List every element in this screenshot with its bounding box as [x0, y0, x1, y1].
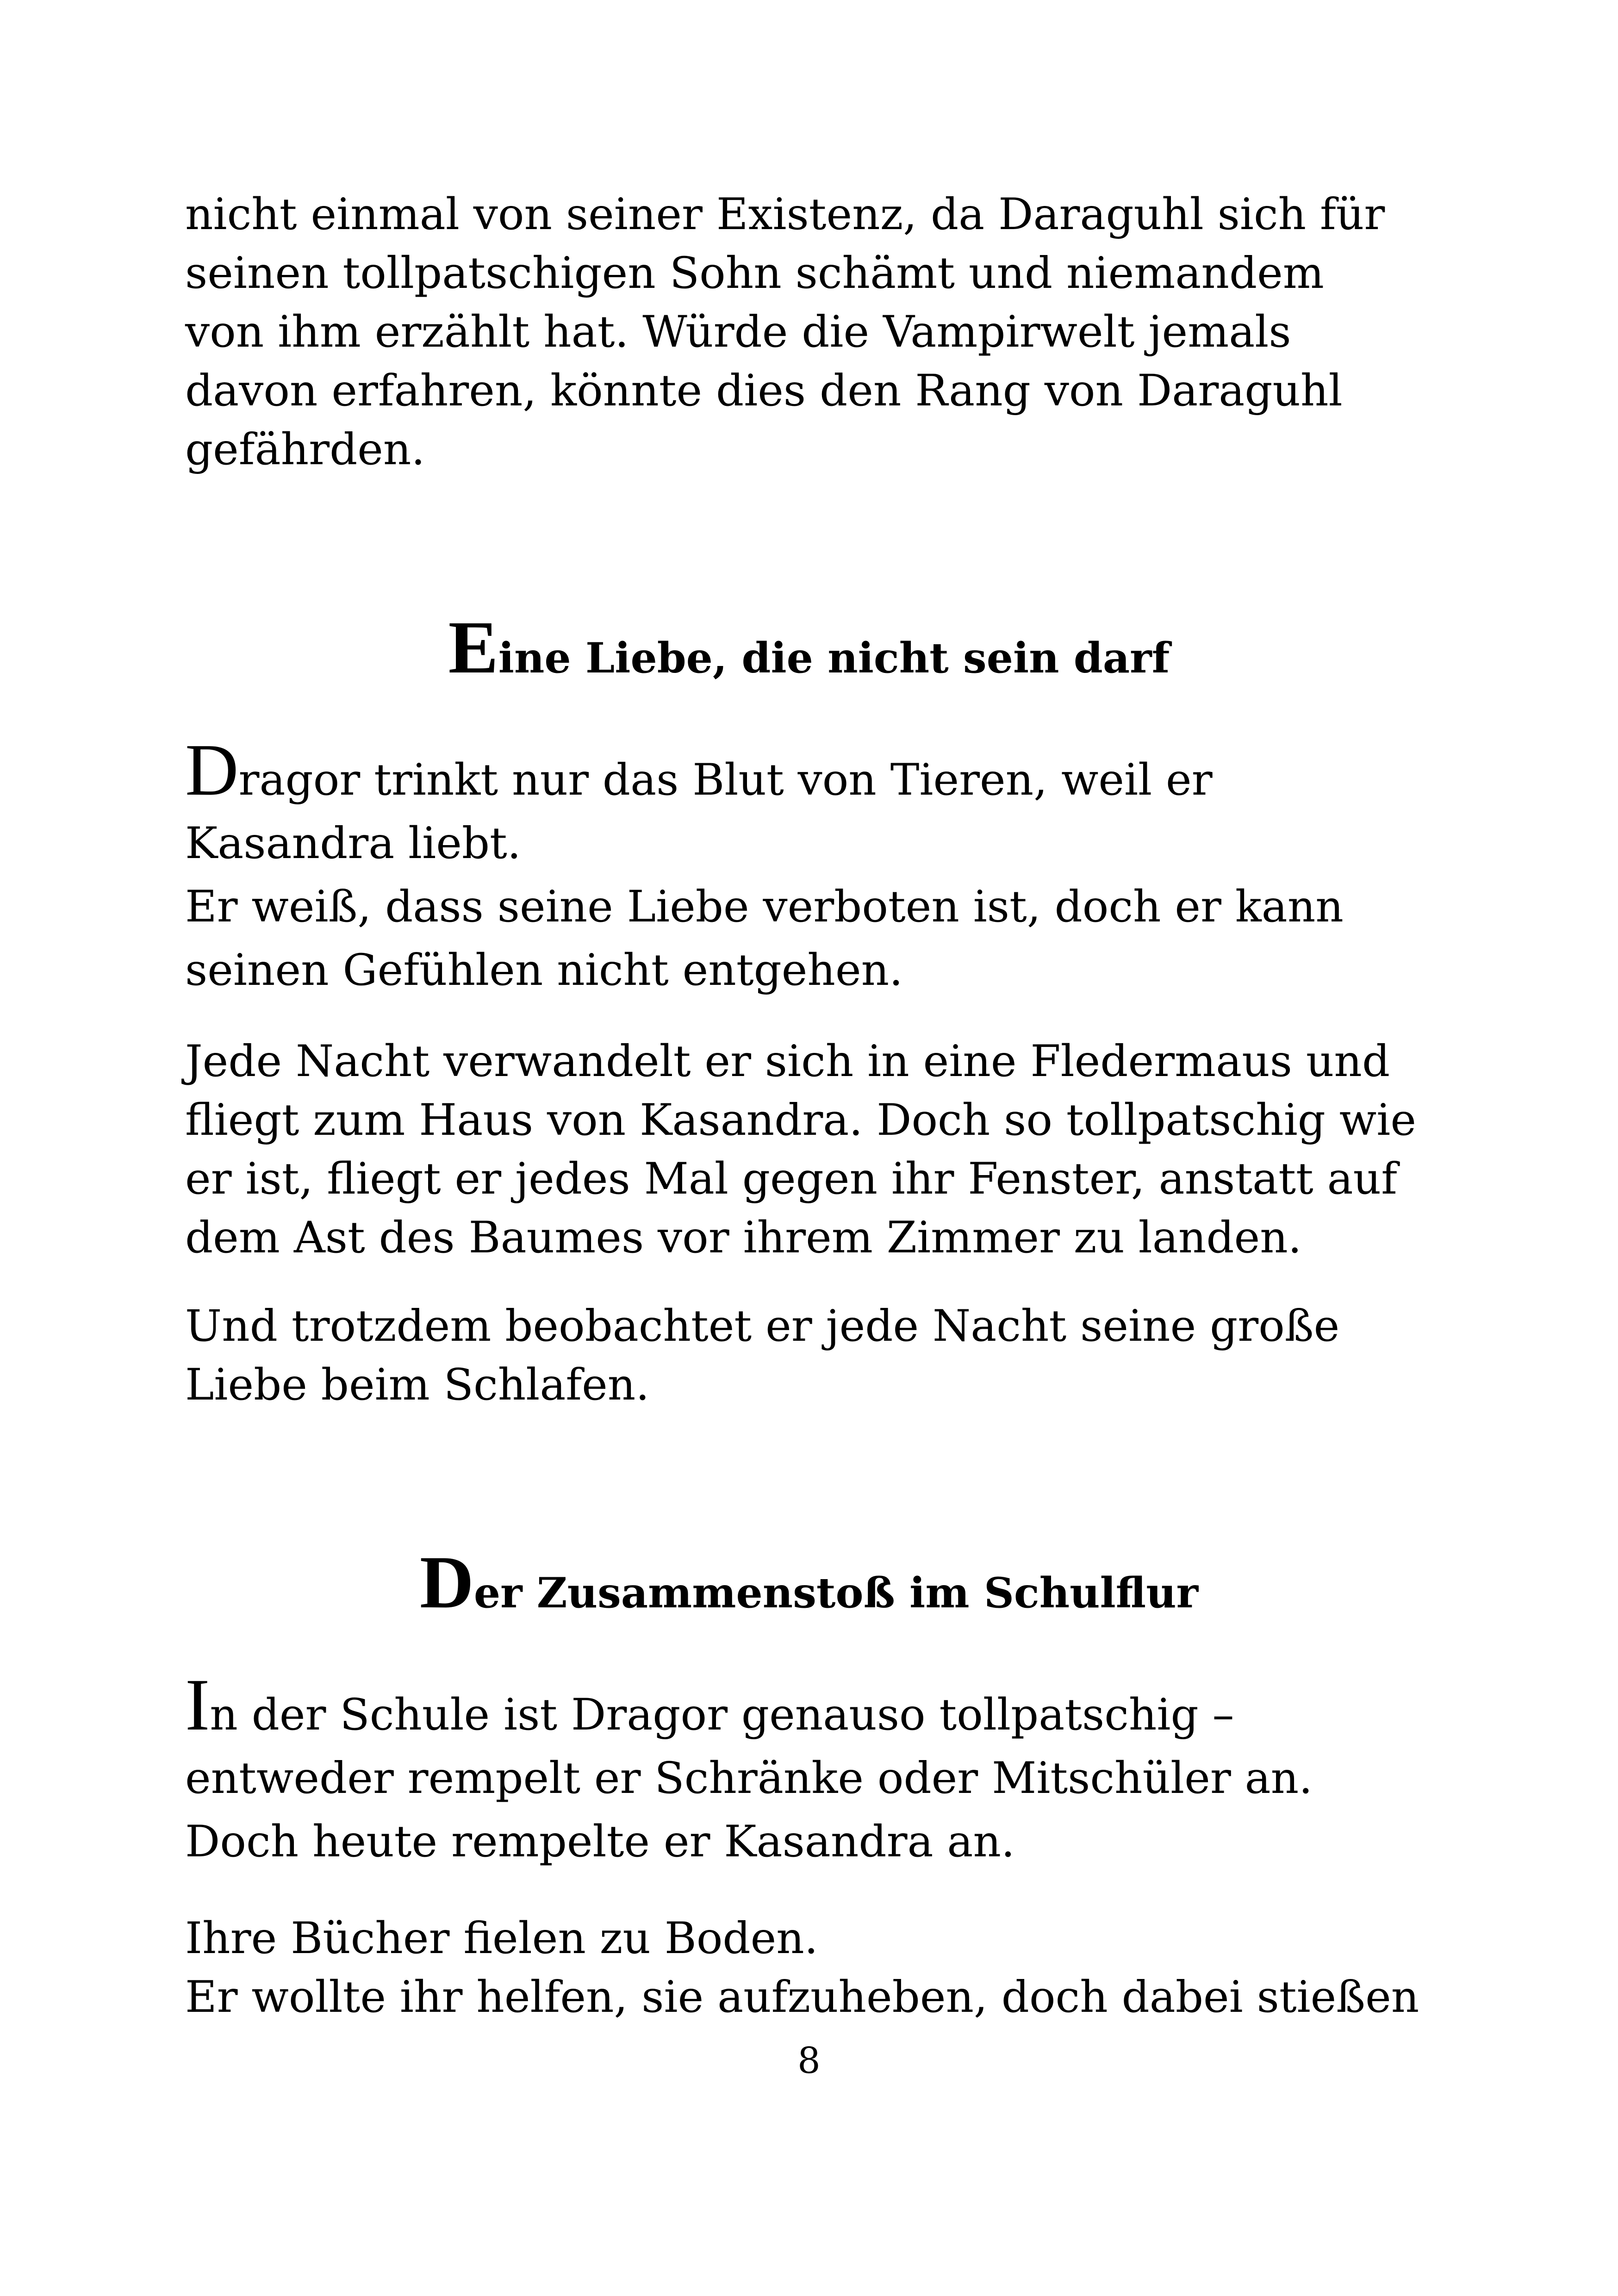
- text-line: davon erfahren, könnte dies den Rang von Daraguhl: [185, 366, 1343, 416]
- heading-initial: D: [419, 1541, 474, 1624]
- section1-paragraph-2: [185, 1032, 1462, 1267]
- text-line: dem Ast des Baumes vor ihrem Zimmer zu landen.: [185, 1213, 1302, 1263]
- section-heading-1: [0, 606, 1618, 691]
- text-line: Doch heute rempelte er Kasandra an.: [185, 1817, 1015, 1867]
- heading-initial: E: [448, 606, 498, 689]
- text-line: entweder rempelt er Schränke oder Mitschüler an.: [185, 1753, 1313, 1804]
- section2-paragraph-1: [185, 1663, 1462, 1873]
- text-line: er ist, fliegt er jedes Mal gegen ihr Fenster, anstatt auf: [185, 1154, 1398, 1204]
- text-line: gefährden.: [185, 424, 425, 475]
- drop-cap: D: [185, 728, 239, 811]
- heading-text: ine Liebe, die nicht sein darf: [498, 634, 1170, 683]
- text-line: Ihre Bücher fielen zu Boden.: [185, 1913, 818, 1964]
- text-line: Und trotzdem beobachtet er jede Nacht seine große: [185, 1301, 1340, 1351]
- section1-paragraph-3: [185, 1297, 1462, 1414]
- page-number: 8: [797, 2040, 821, 2082]
- heading-text: er Zusammenstoß im Schulflur: [473, 1568, 1199, 1618]
- text-line: seinen tollpatschigen Sohn schämt und niemandem: [185, 248, 1324, 299]
- text-line: Dragor trinkt nur das Blut von Tieren, weil er: [185, 728, 1213, 811]
- section2-paragraph-2: [185, 1909, 1462, 2027]
- text-line: fliegt zum Haus von Kasandra. Doch so tollpatschig wie: [185, 1095, 1416, 1145]
- section-heading-2: [0, 1541, 1618, 1625]
- text-line: von ihm erzählt hat. Würde die Vampirwelt jemals: [185, 307, 1291, 357]
- drop-cap: I: [185, 1663, 210, 1746]
- intro-paragraph: [185, 185, 1462, 479]
- text-line: Kasandra liebt.: [185, 818, 521, 869]
- section1-paragraph-1: [185, 728, 1462, 1002]
- text-line: seinen Gefühlen nicht entgehen.: [185, 945, 903, 996]
- text-line: Jede Nacht verwandelt er sich in eine Fledermaus und: [185, 1036, 1390, 1087]
- text-line: Er wollte ihr helfen, sie aufzuheben, doch dabei stießen: [185, 1972, 1419, 2022]
- text-line: In der Schule ist Dragor genauso tollpatschig –: [185, 1663, 1234, 1746]
- text-line: nicht einmal von seiner Existenz, da Daraguhl sich für: [185, 189, 1385, 240]
- text-line: Er weiß, dass seine Liebe verboten ist, doch er kann: [185, 882, 1344, 932]
- text-line: Liebe beim Schlafen.: [185, 1360, 650, 1410]
